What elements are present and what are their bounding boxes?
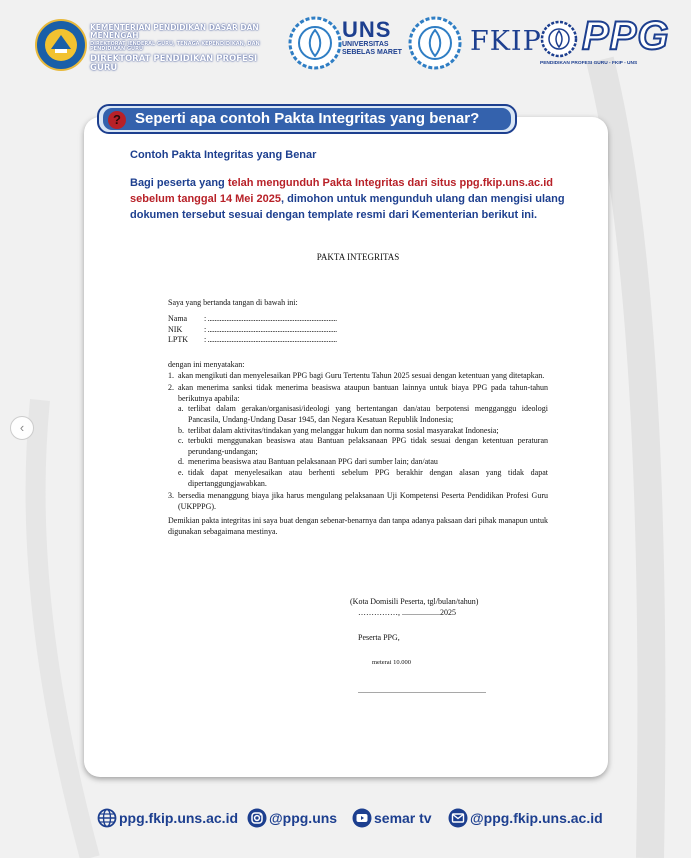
sanction-sublist — [178, 404, 548, 489]
fkip-wordmark: FKIP — [470, 26, 542, 57]
place-date: (Kota Domisili Peserta, tgl/bulan/tahun) — [350, 597, 479, 606]
footer-contacts: ppg.fkip.uns.ac.id @ppg.uns semar tv @ppg.fkip.uns.ac.id — [0, 808, 691, 832]
list-item: d. menerima beasiswa atau Bantuan pelaksanaan PPG dari sumber lain; dan/atau — [178, 457, 438, 467]
document-title: PAKTA INTEGRITAS — [316, 252, 400, 262]
signature-line: ................................................................ — [358, 686, 486, 695]
previous-slide-button[interactable]: ‹ — [10, 416, 34, 440]
ppg-seal-logo — [540, 20, 578, 58]
uns-wordmark: UNS UNIVERSITAS SEBELAS MARET — [342, 17, 402, 56]
field-nama: Nama : ............................................................................ — [168, 314, 337, 323]
list-item: b. terlibat dalam aktivitas/tindakan yang melanggar hukum dan norma sosial masyarakat Indonesia; — [178, 425, 499, 435]
signer-label: Peserta PPG, — [358, 633, 400, 642]
list-item: c. terbukti menggunakan beasiswa atau Bantuan pelaksanaan PPG tidak sesuai dengan ketentuan peraturan perundang-undangan; — [178, 436, 548, 456]
date-line: ……………, ...................2025 — [358, 608, 456, 617]
document-intro: Saya yang bertanda tangan di bawah ini: — [168, 298, 298, 307]
notice-paragraph: Bagi peserta yang telah mengunduh Pakta Integritas dari situs ppg.fkip.uns.ac.id sebelum tanggal 14 Mei 2025, dimohon untuk mengunduh ulang dan mengisi ulang dokumen tersebut sesuai dengan template resmi dari Kementerian berikut ini. — [130, 177, 565, 221]
list-item: a. terlibat dalam gerakan/organisasi/ideologi yang bertentangan dan/atau berpotensi mengganggu ideologi Pancasila, Undang-Undang Dasar 1945, dan Negara Kesatuan Republik Indonesia; — [178, 404, 548, 424]
list-item: 3. bersedia menanggung biaya jika harus mengulang pelaksanaan Uji Kompetensi Peserta Pendidikan Profesi Guru (UKPPPG). — [168, 491, 548, 511]
list-item: e. tidak dapat menyelesaikan atau berhenti sebelum PPG berakhir dengan alasan yang tidak dapat dipertanggungjawabkan. — [178, 467, 548, 488]
declaration-block — [168, 360, 548, 538]
uns-seal-logo-2 — [408, 16, 462, 70]
declaration-list — [168, 371, 548, 513]
stamp-label: meterai 10.000 — [372, 659, 411, 666]
kemdikdasmen-wordmark: KEMENTERIAN PENDIDIKAN DASAR DAN MENENGAH DIREKTORAT JENDERAL GURU, TENAGA KEPENDIDIKAN, DAN PENDIDIKAN GURU DIREKTORAT PENDIDIKAN PROFESI GURU — [90, 23, 260, 74]
field-lptk: LPTK : ............................................................................ — [168, 335, 337, 345]
uns-seal-logo — [288, 16, 342, 70]
ppg-wordmark: PPG — [582, 14, 670, 58]
section-subtitle: Contoh Pakta Integritas yang Benar — [130, 149, 317, 161]
field-nik: NIK : ............................................................................ — [168, 324, 337, 334]
question-title: Seperti apa contoh Pakta Integritas yang benar? — [135, 110, 480, 127]
globe-icon — [97, 808, 117, 828]
ppg-tagline: PENDIDIKAN PROFESI GURU - FKIP - UNS — [540, 61, 638, 66]
header-logos — [30, 14, 670, 74]
youtube-icon — [352, 808, 372, 828]
question-banner — [97, 104, 517, 134]
identity-fields — [168, 314, 548, 346]
list-item: 1. akan mengikuti dan menyelesaikan PPG bagi Guru Tertentu Tahun 2025 sesuai dengan ketentuan yang ditetapkan. — [168, 370, 545, 380]
question-icon: ? — [108, 111, 126, 129]
kemdikdasmen-logo — [35, 19, 87, 71]
instagram-icon — [247, 808, 267, 828]
closing-statement: Demikian pakta integritas ini saya buat dengan sebenar-benarnya dan tanpa adanya paksaan dari pihak manapun untuk digunakan sebagaimana mestinya. — [168, 516, 548, 536]
declaration-intro: dengan ini menyatakan: — [168, 360, 245, 369]
list-item: 2. akan menerima sanksi tidak menerima beasiswa ataupun bantuan lainnya untuk biaya PPG pada tahun-tahun berikutnya apabila: a. terlibat dalam gerakan/organisasi/ideologi yang bertentangan dan/atau berpotensi mengganggu ideologi Pancasila, Undang-Undang Dasar 1945, dan Negara Kesatuan Republik Indonesia; b. terlibat dalam aktivitas/tindakan yang melanggar hukum dan norma sosial masyarakat Indonesia; c. terbukti menggunakan beasiswa atau Bantuan pelaksanaan PPG tidak sesuai dengan ketentuan peraturan perundang-undangan; d. menerima beasiswa atau Bantuan pelaksanaan PPG dari sumber lain; dan/atau e. tidak dapat menyelesaikan atau berhenti sebelum PPG berakhir dengan alasan yang tidak dapat dipertanggungjawabkan. — [168, 383, 548, 488]
mail-icon — [448, 808, 468, 828]
